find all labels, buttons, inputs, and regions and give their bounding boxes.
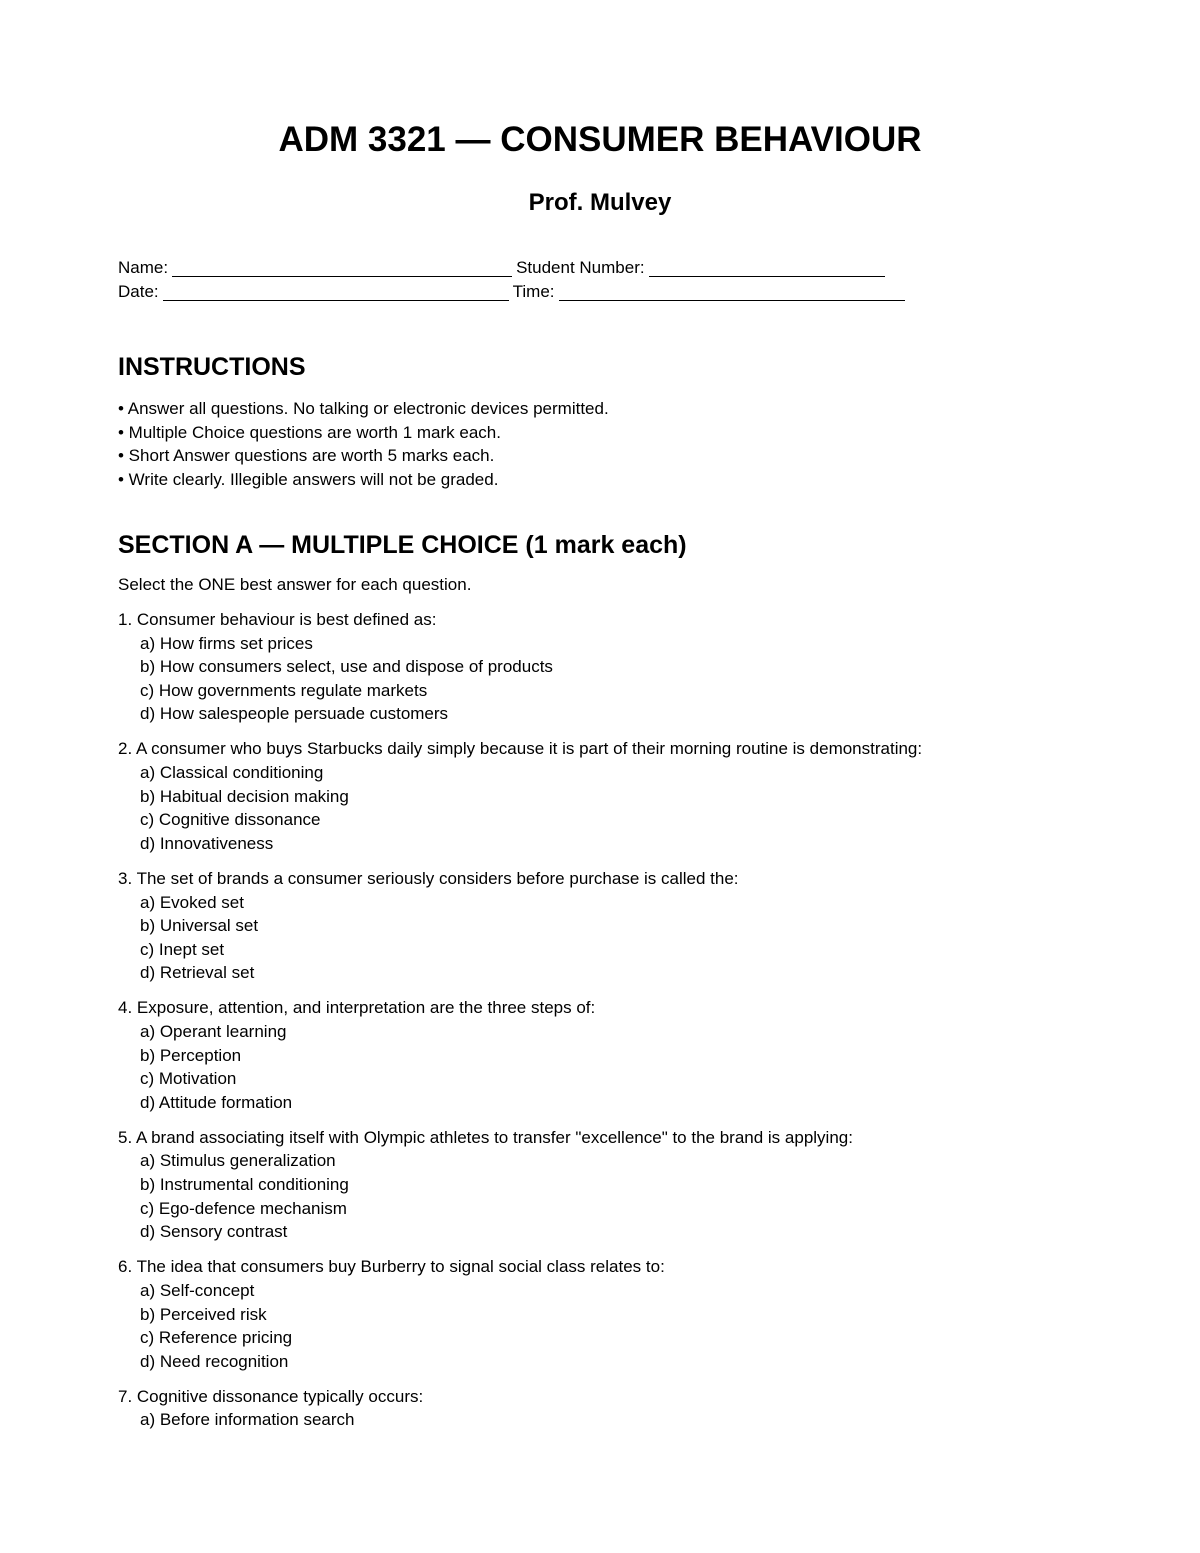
time-blank[interactable] [559,282,905,301]
option-a: a) Classical conditioning [140,763,324,783]
date-time-row [118,280,909,304]
option-d: d) How salespeople persuade customers [140,704,449,724]
option-b: b) Perceived risk [140,1304,267,1324]
student-number-blank[interactable] [649,258,885,277]
date-blank[interactable] [163,282,509,301]
option-c: c) Cognitive dissonance [140,810,321,830]
time-label: Time: [512,282,555,301]
question-stem: 6. The idea that consumers buy Burberry to signal social class relates to: [118,1257,665,1277]
professor-name: Prof. Mulvey [528,189,672,216]
question-2 [118,737,1178,855]
question-stem: 1. Consumer behaviour is best defined as: [118,610,437,629]
option-d: d) Need recognition [140,1351,289,1371]
instruction-item: • Multiple Choice questions are worth 1 mark each. [118,422,501,442]
question-stem: 2. A consumer who buys Starbucks daily simply because it is part of their morning routine is demonstrating: [118,739,923,759]
section-a-intro: Select the ONE best answer for each question. [118,575,472,594]
question-list [118,608,1178,1444]
question-stem: 7. Cognitive dissonance typically occurs: [118,1386,424,1406]
option-b: b) Universal set [140,916,259,936]
student-number-label: Student Number: [516,258,645,277]
question-stem: 3. The set of brands a consumer seriously considers before purchase is called the: [118,868,739,888]
question-3 [118,867,1178,985]
option-a: a) Operant learning [140,1022,287,1041]
option-a: a) Self-concept [140,1280,255,1300]
option-a: a) Before information search [140,1410,355,1430]
name-student-row [118,256,889,280]
date-label: Date: [118,282,159,301]
option-d: d) Attitude formation [140,1092,293,1112]
option-a: a) How firms set prices [140,633,313,653]
question-stem: 5. A brand associating itself with Olympic athletes to transfer "excellence" to the brand is applying: [118,1127,853,1147]
option-c: c) Reference pricing [140,1328,293,1348]
option-c: c) Inept set [140,939,225,959]
instruction-item: • Answer all questions. No talking or electronic devices permitted. [118,399,609,418]
option-b: b) How consumers select, use and dispose of products [140,657,553,677]
option-c: c) Motivation [140,1069,237,1089]
instruction-item: • Write clearly. Illegible answers will not be graded. [118,469,499,489]
instruction-item: • Short Answer questions are worth 5 marks each. [118,446,495,465]
option-d: d) Innovativeness [140,833,274,853]
question-6 [118,1255,1178,1373]
option-a: a) Evoked set [140,892,244,912]
option-c: c) How governments regulate markets [140,680,428,700]
section-a-heading: SECTION A — MULTIPLE CHOICE (1 mark each) [118,531,687,559]
option-c: c) Ego-defence mechanism [140,1198,347,1218]
instructions-heading: INSTRUCTIONS [118,353,306,381]
option-d: d) Retrieval set [140,963,255,983]
question-stem: 4. Exposure, attention, and interpretation are the three steps of: [118,998,596,1018]
question-5 [118,1126,1178,1244]
question-7 [118,1385,1178,1432]
instructions-list [118,397,609,491]
option-a: a) Stimulus generalization [140,1151,336,1171]
option-b: b) Perception [140,1045,242,1065]
option-b: b) Habitual decision making [140,786,349,806]
name-blank[interactable] [172,258,512,277]
option-d: d) Sensory contrast [140,1222,288,1242]
question-1 [118,608,1178,726]
question-4 [118,996,1178,1114]
course-title: ADM 3321 — CONSUMER BEHAVIOUR [278,120,922,159]
option-b: b) Instrumental conditioning [140,1175,349,1195]
name-label: Name: [118,258,169,277]
